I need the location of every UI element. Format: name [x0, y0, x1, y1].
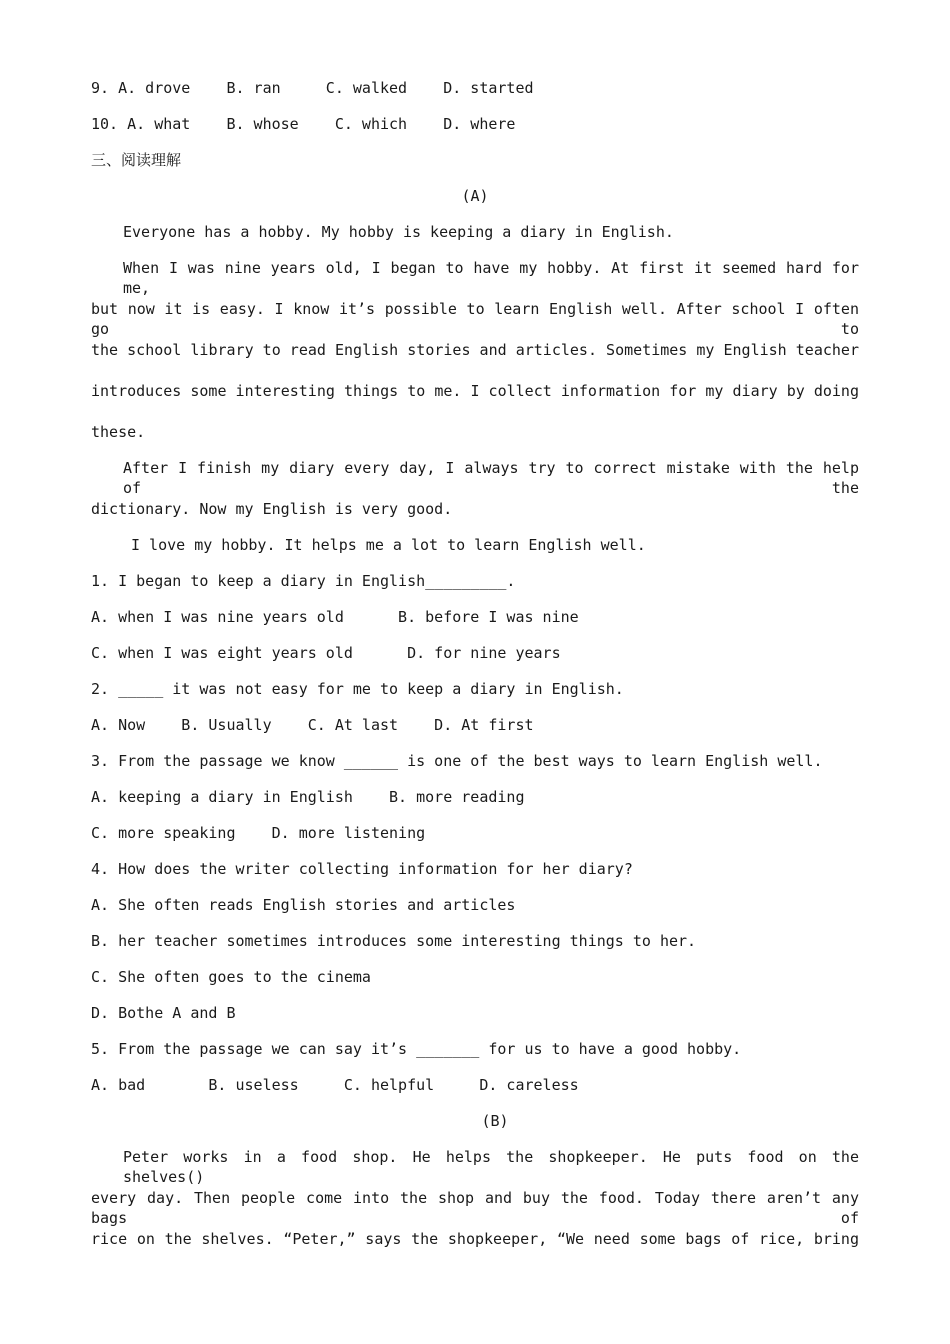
passage-a-label: (A)	[461, 187, 489, 205]
passage-a-line: but now it is easy. I know it’s possible to learn English well. After school I often go to	[91, 300, 859, 338]
question-1: 1. I began to keep a diary in English_________.	[91, 572, 516, 590]
question-4-option-b: B. her teacher sometimes introduces some interesting things to her.	[91, 932, 697, 950]
question-5-options: A. bad B. useless C. helpful D. careless	[91, 1076, 579, 1094]
question-5: 5. From the passage we can say it’s _______ for us to have a good hobby.	[91, 1040, 742, 1058]
passage-b-line: rice on the shelves. “Peter,” says the shopkeeper, “We need some bags of rice, bring	[91, 1230, 859, 1248]
question-1-options: C. when I was eight years old D. for nine years	[91, 644, 561, 662]
passage-a-line: the school library to read English stories and articles. Sometimes my English teacher	[91, 341, 859, 359]
passage-a-line: these.	[91, 423, 146, 441]
passage-b-line: Peter works in a food shop. He helps the shopkeeper. He puts food on the shelves()	[123, 1148, 859, 1186]
question-9-options: 9. A. drove B. ran C. walked D. started	[91, 79, 534, 97]
question-4: 4. How does the writer collecting information for her diary?	[91, 860, 633, 878]
question-3-options: A. keeping a diary in English B. more reading	[91, 788, 525, 806]
section-heading: 三、阅读理解	[91, 151, 182, 169]
question-3: 3. From the passage we know ______ is one of the best ways to learn English well.	[91, 752, 823, 770]
question-2-options: A. Now B. Usually C. At last D. At first	[91, 716, 534, 734]
question-4-option-c: C. She often goes to the cinema	[91, 968, 371, 986]
passage-a-line: introduces some interesting things to me. I collect information for my diary by doing	[91, 382, 859, 400]
passage-a-line: After I finish my diary every day, I always try to correct mistake with the help of the	[123, 459, 859, 497]
question-4-option-d: D. Bothe A and B	[91, 1004, 236, 1022]
question-10-options: 10. A. what B. whose C. which D. where	[91, 115, 516, 133]
passage-b-line: every day. Then people come into the shop and buy the food. Today there aren’t any bags of	[91, 1189, 859, 1227]
question-4-option-a: A. She often reads English stories and articles	[91, 896, 516, 914]
passage-a-paragraph: Everyone has a hobby. My hobby is keeping a diary in English.	[123, 223, 674, 241]
passage-b-label: (B)	[481, 1112, 509, 1130]
question-3-options: C. more speaking D. more listening	[91, 824, 426, 842]
passage-a-line: dictionary. Now my English is very good.	[91, 500, 453, 518]
passage-a-line: When I was nine years old, I began to have my hobby. At first it seemed hard for me,	[123, 259, 859, 297]
question-2: 2. _____ it was not easy for me to keep a diary in English.	[91, 680, 624, 698]
question-1-options: A. when I was nine years old B. before I was nine	[91, 608, 579, 626]
passage-a-line: I love my hobby. It helps me a lot to learn English well.	[131, 536, 646, 554]
